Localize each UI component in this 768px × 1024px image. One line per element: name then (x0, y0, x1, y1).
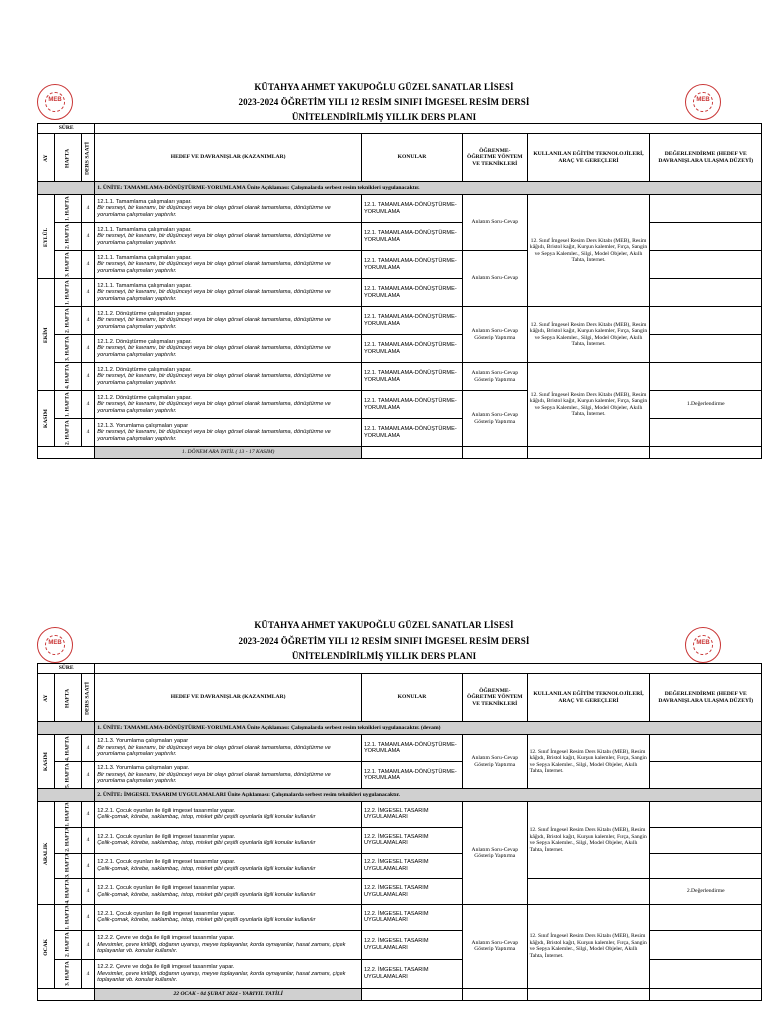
yontem-cell: Anlatım Soru-Cevap Gösterip Yaptırma (462, 307, 527, 363)
kazanim-cell: 12.1.3. Yorumlama çalışmaları yapar Bir nesneyi, bir kavramı, bir düşünceyi veya bir olayı görsel olarak tamamlama, dönüştürme ve yorumlama çalışmaları yaptırılır. (95, 419, 362, 447)
logo-text: MEB (696, 640, 710, 646)
kazanim-cell: 12.2.1. Çocuk oyunları ile ilgili imgesel tasarımlar yapar. Çelik-çomak, körebe, saklambaç, istop, misket gibi çeşitli oyunlarla ilgili konular kullanılır (95, 853, 362, 879)
hours-cell: 4 (81, 251, 95, 279)
unit-row: 1. ÜNİTE: TAMAMLAMA-DÖNÜŞTÜRME-YORUMLAMA Ünite Açıklaması: Çalışmalarda serbest resim teknikleri uygulanacaktır. (devam) (95, 722, 762, 735)
week-label: 2. HAFTA (54, 827, 81, 853)
logo-text: MEB (696, 97, 710, 103)
yontem-cell: Anlatım Soru-Cevap Gösterip Yaptırma (462, 905, 527, 989)
degerlendirme-cell: 2.Değerlendirme (650, 879, 762, 905)
hours-cell: 4 (81, 363, 95, 391)
week-label: 2. HAFTA (54, 930, 81, 959)
konu-cell: 12.1. TAMAMLAMA-DÖNÜŞTÜRME-YORUMLAMA (361, 762, 462, 789)
hafta-header: HAFTA (54, 134, 81, 182)
degerlendirme-cell: 1.Değerlendirme (650, 391, 762, 419)
page-header (0, 512, 768, 661)
week-label: 1. HAFTA (54, 279, 81, 307)
yearly-plan-table (37, 123, 762, 459)
month-label: EYLÜL (38, 195, 55, 279)
kazanim-cell: 12.2.1. Çocuk oyunları ile ilgili imgesel tasarımlar yapar. Çelik-çomak, körebe, saklambaç, istop, misket gibi çeşitli oyunlarla ilgili konular kullanılır (95, 905, 362, 931)
week-label: 3. HAFTA (54, 853, 81, 879)
plan-page-2 (0, 512, 768, 1024)
hours-cell: 4 (81, 853, 95, 879)
hours-cell: 4 (81, 827, 95, 853)
holiday-row (38, 447, 762, 459)
year-course-line: 2023-2024 ÖĞRETİM YILI 12 RESİM SINIFI İMGESEL RESİM DERSİ (238, 636, 530, 646)
arac-cell: 12. Sınıf İmgesel Resim Ders Kitabı (MEB), Resim kâğıdı, Bristol kağıt, Kurşun kalemler, Fırça, Sangin ve Sepya Kalemler., Silgi, Model Objeler, Akıllı Tahta, İnternet. (527, 905, 650, 989)
hours-cell: 4 (81, 223, 95, 251)
konu-cell: 12.1. TAMAMLAMA-DÖNÜŞTÜRME-YORUMLAMA (361, 363, 462, 391)
konu-cell: 12.2. İMGESEL TASARIM UYGULAMALARI (361, 959, 462, 988)
yontem-cell: Anlatım Soru-Cevap Gösterip Yaptırma (462, 735, 527, 789)
konu-cell: 12.1. TAMAMLAMA-DÖNÜŞTÜRME-YORUMLAMA (361, 251, 462, 279)
konu-cell: 12.2. İMGESEL TASARIM UYGULAMALARI (361, 827, 462, 853)
unit-row: 2. ÜNİTE: İMGESEL TASARIM UYGULAMALARI Ünite Açıklaması: Çalışmalarda serbest resim teknikleri uygulanacaktır. (95, 789, 762, 802)
week-label: 1. HAFTA (54, 195, 81, 223)
hours-cell: 4 (81, 905, 95, 931)
yontem-header: ÖĞRENME-ÖĞRETME YÖNTEM VE TEKNİKLERİ (462, 134, 527, 182)
yontem-cell: Anlatım Soru-Cevap Gösterip Yaptırma (462, 391, 527, 447)
month-label: OCAK (38, 905, 55, 989)
konu-cell: 12.2. İMGESEL TASARIM UYGULAMALARI (361, 930, 462, 959)
yontem-cell: Anlatım Soru-Cevap (462, 195, 527, 251)
hours-cell: 4 (81, 279, 95, 307)
hours-cell: 4 (81, 930, 95, 959)
arac-cell: 12. Sınıf İmgesel Resim Ders Kitabı (MEB), Resim kâğıdı, Bristol kağıt, Kurşun kalemler, Fırça, Sangin ve Sepya Kalemler., Silgi, Model Objeler, Akıllı Tahta, İnternet. (527, 307, 650, 363)
hours-cell: 4 (81, 335, 95, 363)
kazanim-cell: 12.2.2. Çevre ve doğa ile ilgili imgesel tasarımlar yapar. Mevsimler, çevre kirliliği, doğanın uyanışı, meyve toplayanlar, korda oynayanlar, hasat zamanı, çiçek toplayanlar vb. konular kullanılır. (95, 930, 362, 959)
week-label: 1. HAFTA (54, 905, 81, 931)
konular-header: KONULAR (361, 134, 462, 182)
kazanim-cell: 12.1.2. Dönüştürme çalışmaları yapar. Bir nesneyi, bir kavramı, bir düşünceyi veya bir olayı görsel olarak tamamlama, dönüştürme ve yorumlama çalışmaları yaptırılır. (95, 391, 362, 419)
school-name: KÜTAHYA AHMET YAKUPOĞLU GÜZEL SANATLAR LİSESİ (254, 82, 514, 92)
table-row (38, 959, 762, 988)
table-row (38, 363, 762, 391)
degerlendirme-header: DEĞERLENDİRME (HEDEF VE DAVRANIŞLARA ULAŞMA DÜZEYİ) (650, 134, 762, 182)
kazanim-cell: 12.1.1. Tamamlama çalışmaları yapar. Bir nesneyi, bir kavramı, bir düşünceyi veya bir olayı görsel olarak tamamlama, dönüştürme ve yorumlama çalışmaları yaptırılır. (95, 223, 362, 251)
table-row (38, 223, 762, 251)
degerlendirme-header: DEĞERLENDİRME (HEDEF VE DAVRANIŞLARA ULAŞMA DÜZEYİ) (650, 674, 762, 722)
sure-header: SÜRE (38, 124, 95, 134)
hafta-header: HAFTA (54, 674, 81, 722)
yearly-plan-table (37, 663, 762, 1001)
konu-cell: 12.1. TAMAMLAMA-DÖNÜŞTÜRME-YORUMLAMA (361, 195, 462, 223)
plan-title: ÜNİTELENDİRİLMİŞ YILLIK DERS PLANI (291, 651, 477, 661)
week-label: 4. HAFTA (54, 735, 81, 762)
year-course-line: 2023-2024 ÖĞRETİM YILI 12 RESİM SINIFI İMGESEL RESİM DERSİ (238, 97, 530, 107)
hours-cell: 4 (81, 802, 95, 828)
konu-cell: 12.1. TAMAMLAMA-DÖNÜŞTÜRME-YORUMLAMA (361, 307, 462, 335)
hedef-header: HEDEF VE DAVRANIŞLAR (KAZANIMLAR) (95, 674, 362, 722)
konu-cell: 12.1. TAMAMLAMA-DÖNÜŞTÜRME-YORUMLAMA (361, 335, 462, 363)
kazanim-cell: 12.2.1. Çocuk oyunları ile ilgili imgesel tasarımlar yapar. Çelik-çomak, körebe, saklambaç, istop, misket gibi çeşitli oyunlarla ilgili konular kullanılır (95, 827, 362, 853)
month-label: KASIM (38, 735, 55, 789)
kazanim-cell: 12.1.2. Dönüştürme çalışmaları yapar. Bir nesneyi, bir kavramı, bir düşünceyi veya bir olayı görsel olarak tamamlama, dönüştürme ve yorumlama çalışmaları yaptırılır. (95, 307, 362, 335)
hours-cell: 4 (81, 307, 95, 335)
konu-cell: 12.2. İMGESEL TASARIM UYGULAMALARI (361, 853, 462, 879)
week-label: 5. HAFTA (54, 762, 81, 789)
logo-text: MEB (48, 640, 62, 646)
arac-cell: 12. Sınıf İmgesel Resim Ders Kitabı (MEB), Resim kâğıdı, Bristol kağıt, Kurşun kalemler, Fırça, Sangin ve Sepya Kalemler., Silgi, Model Objeler, Akıllı Tahta, İnternet. (527, 363, 650, 447)
konu-cell: 12.2. İMGESEL TASARIM UYGULAMALARI (361, 905, 462, 931)
ay-header: AY (38, 674, 55, 722)
ay-header: AY (38, 134, 55, 182)
school-name: KÜTAHYA AHMET YAKUPOĞLU GÜZEL SANATLAR LİSESİ (254, 620, 514, 630)
week-label: 1. HAFTA (54, 391, 81, 419)
table-row (38, 335, 762, 363)
week-label: 2. HAFTA (54, 419, 81, 447)
kazanim-cell: 12.2.2. Çevre ve doğa ile ilgili imgesel tasarımlar yapar. Mevsimler, çevre kirliliği, doğanın uyanışı, meyve toplayanlar, korda oynayanlar, hasat zamanı, çiçek toplayanlar vb. konular kullanılır. (95, 959, 362, 988)
hours-cell: 4 (81, 419, 95, 447)
table-row (38, 279, 762, 307)
table-row (38, 419, 762, 447)
kazanim-cell: 12.1.1. Tamamlama çalışmaları yapar. Bir nesneyi, bir kavramı, bir düşünceyi veya bir olayı görsel olarak tamamlama, dönüştürme ve yorumlama çalışmaları yaptırılır. (95, 195, 362, 223)
konular-header: KONULAR (361, 674, 462, 722)
kazanim-cell: 12.1.1. Tamamlama çalışmaları yapar. Bir nesneyi, bir kavramı, bir düşünceyi veya bir olayı görsel olarak tamamlama, dönüştürme ve yorumlama çalışmaları yaptırılır. (95, 251, 362, 279)
konu-cell: 12.2. İMGESEL TASARIM UYGULAMALARI (361, 802, 462, 828)
table-row (38, 762, 762, 789)
hours-cell: 4 (81, 391, 95, 419)
logo-text: MEB (48, 97, 62, 103)
yontem-cell: Anlatım Soru-Cevap Gösterip Yaptırma (462, 363, 527, 391)
week-label: 3. HAFTA (54, 335, 81, 363)
holiday-row (38, 988, 762, 1000)
table-row (38, 879, 762, 905)
sure-header: SÜRE (38, 664, 95, 674)
week-label: 4. HAFTA (54, 363, 81, 391)
arac-cell: 12. Sınıf İmgesel Resim Ders Kitabı (MEB), Resim kâğıdı, Bristol kağıt, Kurşun kalemler, Fırça, Sangin ve Sepya Kalemler., Silgi, Model Objeler, Akıllı Tahta, İnternet. (527, 802, 650, 879)
arac-cell: 12. Sınıf İmgesel Resim Ders Kitabı (MEB), Resim kâğıdı, Bristol kağıt, Kurşun kalemler, Fırça, Sangin ve Sepya Kalemler., Silgi, Model Objeler, Akıllı Tahta, İnternet. (527, 735, 650, 789)
ministry-logo (685, 627, 721, 663)
hours-cell: 4 (81, 735, 95, 762)
ders-saati-header: DERS SAATİ (81, 134, 95, 182)
table-row (38, 391, 762, 419)
kazanim-cell: 12.1.3. Yorumlama çalışmaları yapar Bir nesneyi, bir kavramı, bir düşünceyi veya bir olayı görsel olarak tamamlama, dönüştürme ve yorumlama çalışmaları yaptırılır. (95, 735, 362, 762)
kazanim-cell: 12.1.2. Dönüştürme çalışmaları yapar. Bir nesneyi, bir kavramı, bir düşünceyi veya bir olayı görsel olarak tamamlama, dönüştürme ve yorumlama çalışmaları yaptırılır. (95, 335, 362, 363)
kazanim-cell: 12.1.1. Tamamlama çalışmaları yapar. Bir nesneyi, bir kavramı, bir düşünceyi veya bir olayı görsel olarak tamamlama, dönüştürme ve yorumlama çalışmaları yaptırılır. (95, 279, 362, 307)
week-label: 3. HAFTA (54, 251, 81, 279)
table-row (38, 251, 762, 279)
kazanim-cell: 12.1.2. Dönüştürme çalışmaları yapar. Bir nesneyi, bir kavramı, bir düşünceyi veya bir olayı görsel olarak tamamlama, dönüştürme ve yorumlama çalışmaları yaptırılır. (95, 363, 362, 391)
yontem-cell: Anlatım Soru-Cevap Gösterip Yaptırma (462, 802, 527, 905)
kazanim-cell: 12.2.1. Çocuk oyunları ile ilgili imgesel tasarımlar yapar. Çelik-çomak, körebe, saklambaç, istop, misket gibi çeşitli oyunlarla ilgili konular kullanılır (95, 879, 362, 905)
yontem-cell: Anlatım Soru-Cevap (462, 251, 527, 307)
table-row (38, 853, 762, 879)
month-label: KASIM (38, 391, 55, 447)
hours-cell: 4 (81, 762, 95, 789)
hedef-header: HEDEF VE DAVRANIŞLAR (KAZANIMLAR) (95, 134, 362, 182)
table-row (38, 735, 762, 762)
konu-cell: 12.1. TAMAMLAMA-DÖNÜŞTÜRME-YORUMLAMA (361, 735, 462, 762)
konu-cell: 12.1. TAMAMLAMA-DÖNÜŞTÜRME-YORUMLAMA (361, 419, 462, 447)
hours-cell: 4 (81, 195, 95, 223)
arac-header: KULLANILAN EĞİTİM TEKNOLOJİLERİ, ARAÇ VE GEREÇLERİ (527, 674, 650, 722)
week-label: 2. HAFTA (54, 307, 81, 335)
konu-cell: 12.1. TAMAMLAMA-DÖNÜŞTÜRME-YORUMLAMA (361, 279, 462, 307)
week-label: 1. HAFTA (54, 802, 81, 828)
ders-saati-header: DERS SAATİ (81, 674, 95, 722)
hours-cell: 4 (81, 959, 95, 988)
week-label: 3. HAFTA (54, 959, 81, 988)
table-row (38, 802, 762, 828)
plan-title: ÜNİTELENDİRİLMİŞ YILLIK DERS PLANI (291, 112, 477, 122)
kazanim-cell: 12.2.1. Çocuk oyunları ile ilgili imgesel tasarımlar yapar. Çelik-çomak, körebe, saklambaç, istop, misket gibi çeşitli oyunlarla ilgili konular kullanılır (95, 802, 362, 828)
table-row (38, 930, 762, 959)
hours-cell: 4 (81, 879, 95, 905)
unit-row: 1. ÜNİTE: TAMAMLAMA-DÖNÜŞTÜRME-YORUMLAMA Ünite Açıklaması: Çalışmalarda serbest resim teknikleri uygulanacaktır. (95, 182, 762, 195)
konu-cell: 12.1. TAMAMLAMA-DÖNÜŞTÜRME-YORUMLAMA (361, 391, 462, 419)
ministry-logo (685, 84, 721, 120)
holiday-label: 1. DÖNEM ARA TATİL ( 13 - 17 KASIM) (95, 447, 362, 459)
week-label: 4. HAFTA (54, 879, 81, 905)
table-row (38, 905, 762, 931)
month-label: ARALIK (38, 802, 55, 905)
kazanim-cell: 12.1.3. Yorumlama çalışmaları yapar. Bir nesneyi, bir kavramı, bir düşünceyi veya bir olayı görsel olarak tamamlama, dönüştürme ve yorumlama çalışmaları yaptırılır. (95, 762, 362, 789)
arac-cell: 12. Sınıf İmgesel Resim Ders Kitabı (MEB), Resim kâğıdı, Bristol kağıt, Kurşun kalemler, Fırça, Sangin ve Sepya Kalemler., Silgi, Model Objeler, Akıllı Tahta, İnternet. (527, 195, 650, 307)
arac-header: KULLANILAN EĞİTİM TEKNOLOJİLERİ, ARAÇ VE GEREÇLERİ (527, 134, 650, 182)
konu-cell: 12.1. TAMAMLAMA-DÖNÜŞTÜRME-YORUMLAMA (361, 223, 462, 251)
month-label: EKİM (38, 279, 55, 391)
table-row (38, 827, 762, 853)
yontem-header: ÖĞRENME-ÖĞRETME YÖNTEM VE TEKNİKLERİ (462, 674, 527, 722)
holiday-label: 22 OCAK - 04 ŞUBAT 2024 - YARIYIL TATİLİ (95, 988, 362, 1000)
table-row (38, 307, 762, 335)
page-header (0, 0, 768, 120)
konu-cell: 12.2. İMGESEL TASARIM UYGULAMALARI (361, 879, 462, 905)
week-label: 2. HAFTA (54, 223, 81, 251)
table-row (38, 195, 762, 223)
